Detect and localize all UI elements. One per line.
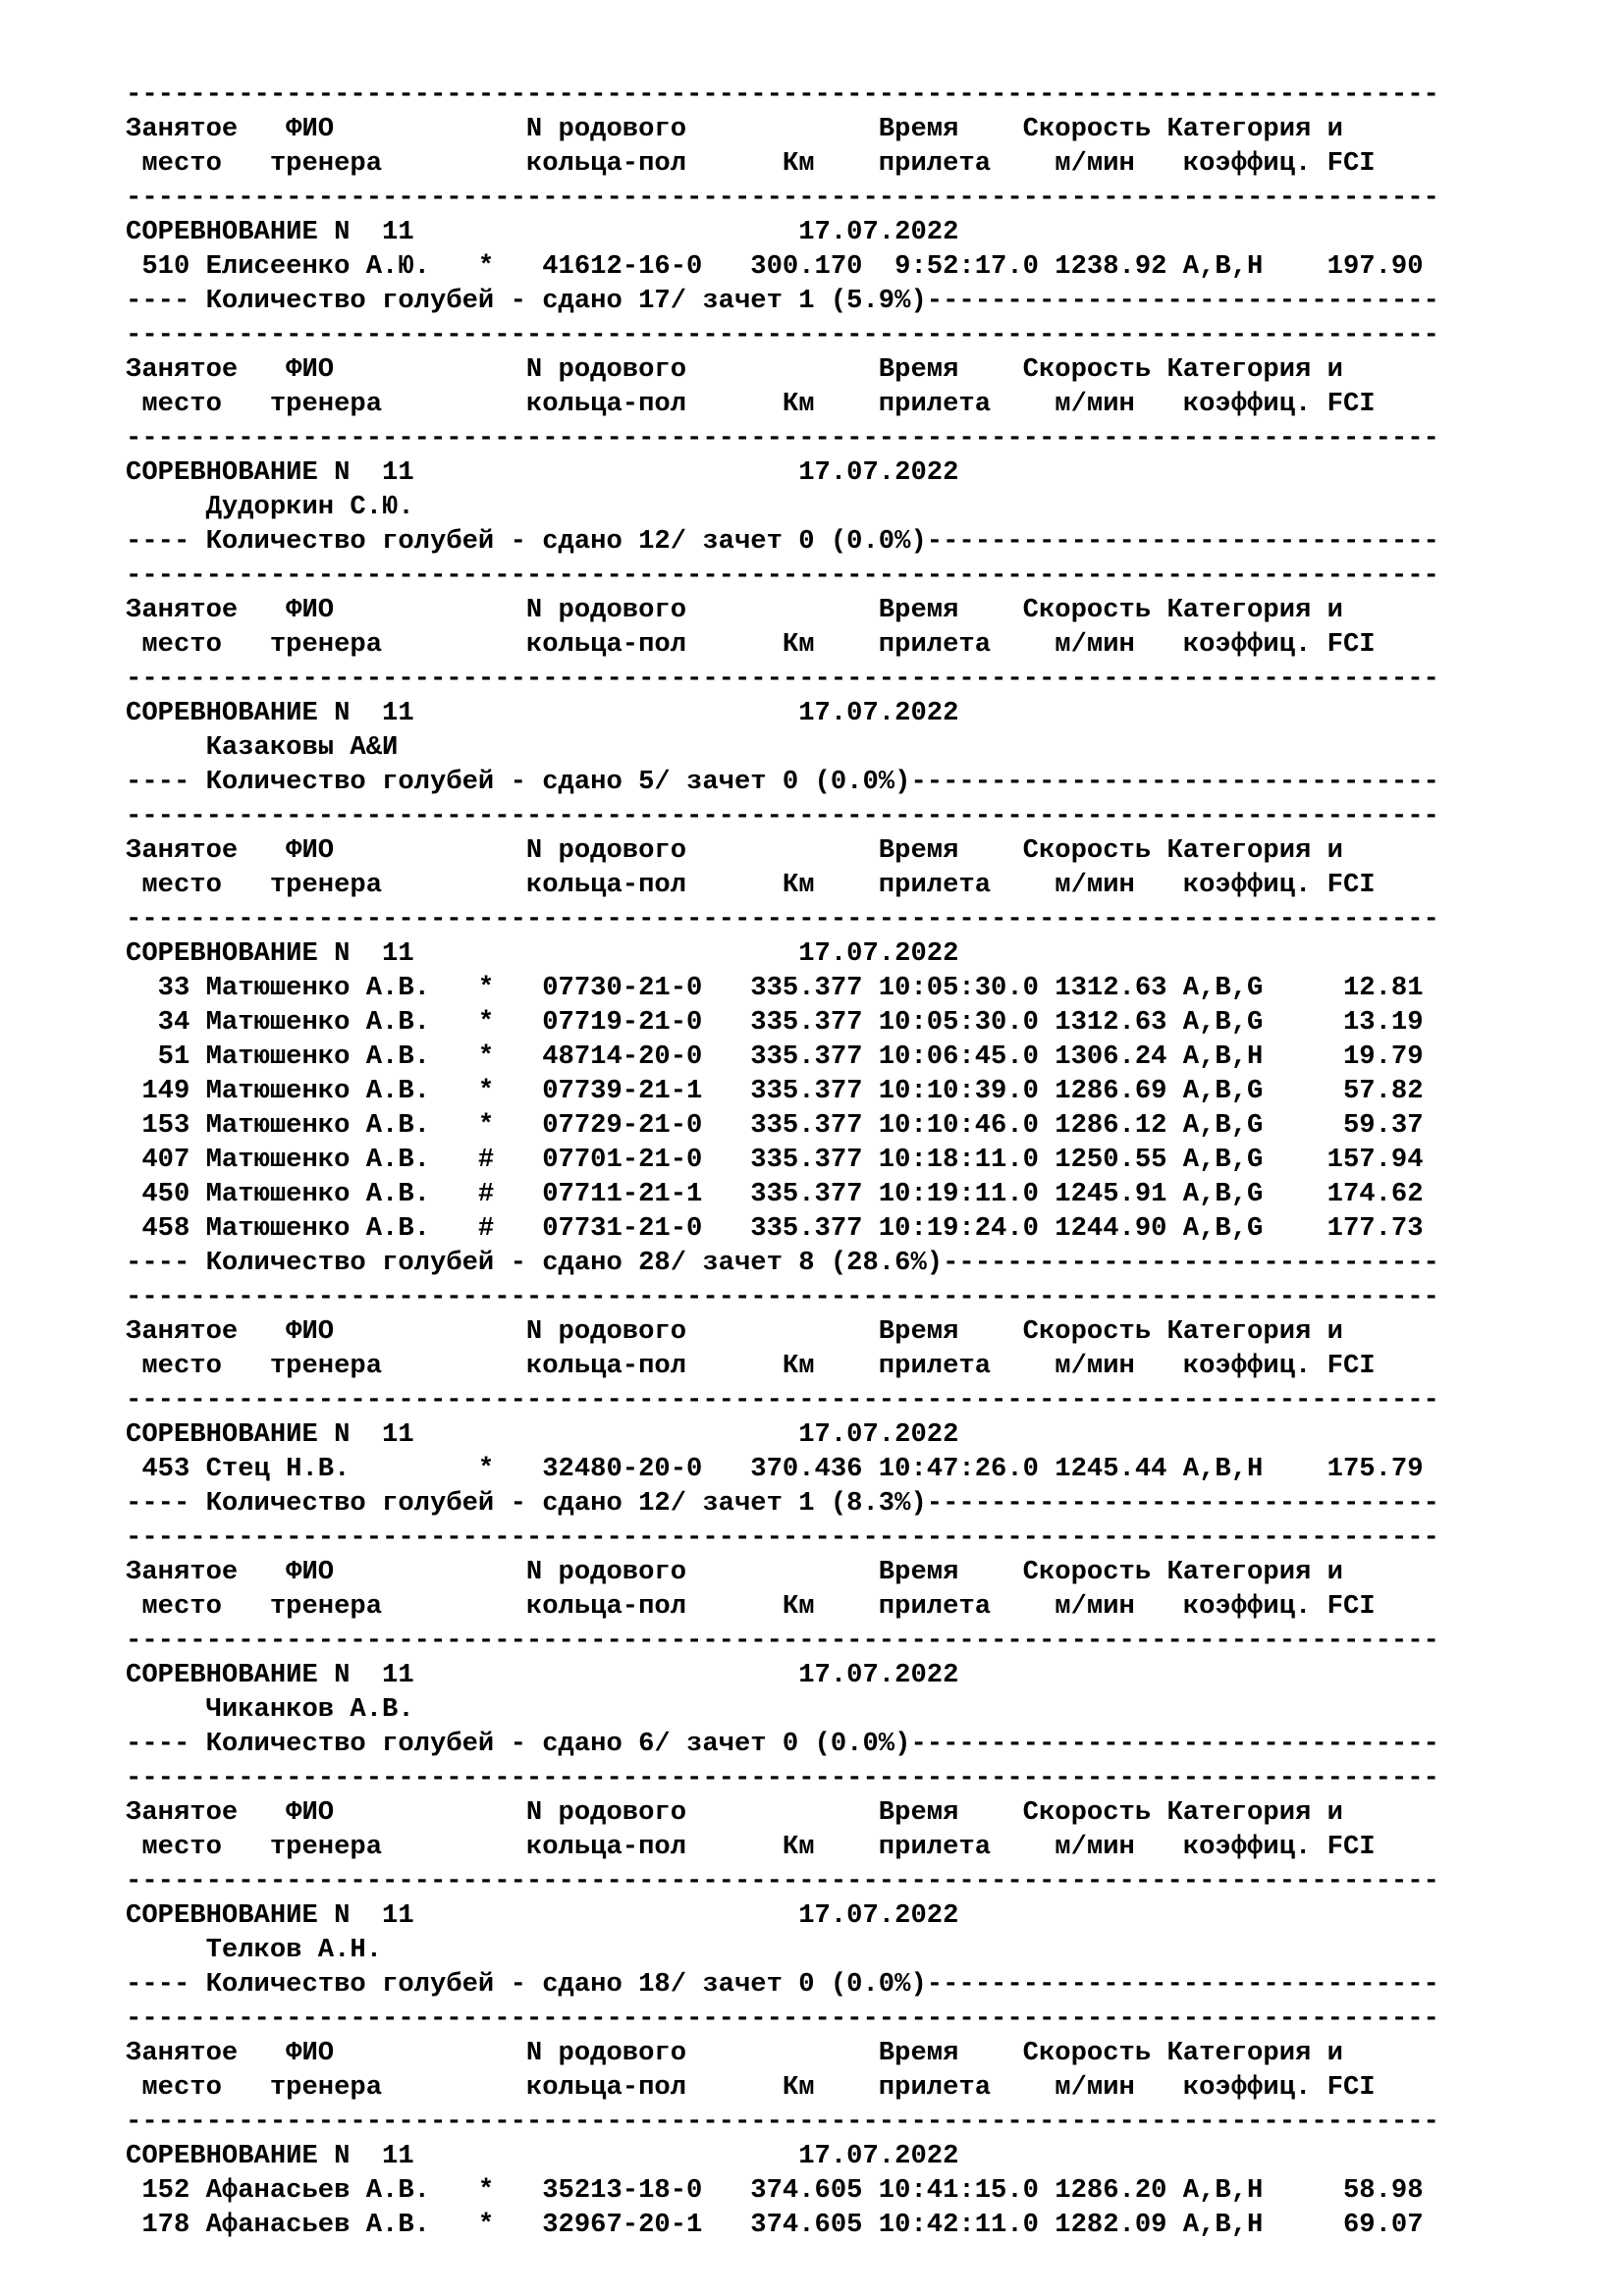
- column-header-line-1: Занятое ФИО N родового Время Скорость Категория и: [126, 1797, 1343, 1828]
- column-header-line-2: место тренера кольца-пол Км прилета м/мин коэффиц. FCI: [126, 389, 1376, 419]
- owner-name-line: Телков А.Н.: [126, 1935, 383, 1965]
- column-header-line-1: Занятое ФИО N родового Время Скорость Категория и: [126, 835, 1343, 866]
- summary-line: ---- Количество голубей - сдано 6/ зачет 0 (0.0%)---------------------------------: [126, 1729, 1439, 1759]
- column-header-line-1: Занятое ФИО N родового Время Скорость Категория и: [126, 354, 1343, 385]
- summary-line: ---- Количество голубей - сдано 18/ зачет 0 (0.0%)--------------------------------: [126, 1969, 1439, 2000]
- separator-line: ----------------------------------------------------------------------------------: [126, 1866, 1439, 1896]
- competition-line: СОРЕВНОВАНИЕ N 11 17.07.2022: [126, 938, 959, 969]
- owner-name-line: Чиканков А.В.: [126, 1694, 414, 1725]
- summary-line: ---- Количество голубей - сдано 28/ зачет 8 (28.6%)-------------------------------: [126, 1248, 1439, 1278]
- owner-name-line: Казаковы A&И: [126, 732, 399, 763]
- separator-line: ----------------------------------------------------------------------------------: [126, 1282, 1439, 1312]
- result-row: 450 Матюшенко А.В. # 07711-21-1 335.377 10:19:11.0 1245.91 A,B,G 174.62: [126, 1179, 1424, 1209]
- column-header-line-2: место тренера кольца-пол Км прилета м/мин коэффиц. FCI: [126, 629, 1376, 660]
- column-header-line-1: Занятое ФИО N родового Время Скорость Категория и: [126, 114, 1343, 144]
- summary-line: ---- Количество голубей - сдано 17/ зачет 1 (5.9%)--------------------------------: [126, 286, 1439, 316]
- competition-line: СОРЕВНОВАНИЕ N 11 17.07.2022: [126, 1660, 959, 1690]
- separator-line: ----------------------------------------------------------------------------------: [126, 2003, 1439, 2034]
- result-row: 149 Матюшенко А.В. * 07739-21-1 335.377 10:10:39.0 1286.69 A,B,G 57.82: [126, 1076, 1424, 1106]
- separator-line: ----------------------------------------------------------------------------------: [126, 904, 1439, 934]
- separator-line: ----------------------------------------------------------------------------------: [126, 2107, 1439, 2137]
- column-header-line-2: место тренера кольца-пол Км прилета м/мин коэффиц. FCI: [126, 1832, 1376, 1862]
- result-row: 33 Матюшенко А.В. * 07730-21-0 335.377 10:05:30.0 1312.63 A,B,G 12.81: [126, 973, 1424, 1003]
- separator-line: ----------------------------------------------------------------------------------: [126, 801, 1439, 831]
- summary-line: ---- Количество голубей - сдано 5/ зачет 0 (0.0%)---------------------------------: [126, 767, 1439, 797]
- column-header-line-1: Занятое ФИО N родового Время Скорость Категория и: [126, 1557, 1343, 1587]
- separator-line: ----------------------------------------------------------------------------------: [126, 183, 1439, 213]
- separator-line: ----------------------------------------------------------------------------------: [126, 423, 1439, 454]
- summary-line: ---- Количество голубей - сдано 12/ зачет 1 (8.3%)--------------------------------: [126, 1488, 1439, 1519]
- separator-line: ----------------------------------------------------------------------------------: [126, 1626, 1439, 1656]
- column-header-line-1: Занятое ФИО N родового Время Скорость Категория и: [126, 1316, 1343, 1347]
- competition-line: СОРЕВНОВАНИЕ N 11 17.07.2022: [126, 2141, 959, 2171]
- column-header-line-1: Занятое ФИО N родового Время Скорость Категория и: [126, 595, 1343, 625]
- separator-line: ----------------------------------------------------------------------------------: [126, 664, 1439, 694]
- results-report-page: [126, 78, 1598, 2242]
- separator-line: ----------------------------------------------------------------------------------: [126, 320, 1439, 350]
- column-header-line-2: место тренера кольца-пол Км прилета м/мин коэффиц. FCI: [126, 1591, 1376, 1622]
- result-row: 407 Матюшенко А.В. # 07701-21-0 335.377 10:18:11.0 1250.55 A,B,G 157.94: [126, 1145, 1424, 1175]
- competition-line: СОРЕВНОВАНИЕ N 11 17.07.2022: [126, 1419, 959, 1450]
- competition-line: СОРЕВНОВАНИЕ N 11 17.07.2022: [126, 457, 959, 488]
- column-header-line-1: Занятое ФИО N родового Время Скорость Категория и: [126, 2038, 1343, 2068]
- column-header-line-2: место тренера кольца-пол Км прилета м/мин коэффиц. FCI: [126, 870, 1376, 900]
- result-row: 453 Стец Н.В. * 32480-20-0 370.436 10:47:26.0 1245.44 A,B,H 175.79: [126, 1454, 1424, 1484]
- separator-line: ----------------------------------------------------------------------------------: [126, 1522, 1439, 1553]
- result-row: 34 Матюшенко А.В. * 07719-21-0 335.377 10:05:30.0 1312.63 A,B,G 13.19: [126, 1007, 1424, 1038]
- competition-line: СОРЕВНОВАНИЕ N 11 17.07.2022: [126, 1900, 959, 1931]
- result-row: 458 Матюшенко А.В. # 07731-21-0 335.377 10:19:24.0 1244.90 A,B,G 177.73: [126, 1213, 1424, 1244]
- separator-line: ----------------------------------------------------------------------------------: [126, 80, 1439, 110]
- result-row: 51 Матюшенко А.В. * 48714-20-0 335.377 10:06:45.0 1306.24 A,B,H 19.79: [126, 1041, 1424, 1072]
- result-row: 510 Елисеенко А.Ю. * 41612-16-0 300.170 9:52:17.0 1238.92 A,B,H 197.90: [126, 251, 1424, 282]
- competition-line: СОРЕВНОВАНИЕ N 11 17.07.2022: [126, 217, 959, 247]
- separator-line: ----------------------------------------------------------------------------------: [126, 1385, 1439, 1415]
- column-header-line-2: место тренера кольца-пол Км прилета м/мин коэффиц. FCI: [126, 1351, 1376, 1381]
- separator-line: ----------------------------------------------------------------------------------: [126, 561, 1439, 591]
- result-row: 152 Афанасьев А.В. * 35213-18-0 374.605 10:41:15.0 1286.20 A,B,H 58.98: [126, 2175, 1424, 2206]
- separator-line: ----------------------------------------------------------------------------------: [126, 1763, 1439, 1793]
- column-header-line-2: место тренера кольца-пол Км прилета м/мин коэффиц. FCI: [126, 148, 1376, 179]
- owner-name-line: Дудоркин С.Ю.: [126, 492, 414, 522]
- result-row: 153 Матюшенко А.В. * 07729-21-0 335.377 10:10:46.0 1286.12 A,B,G 59.37: [126, 1110, 1424, 1141]
- competition-line: СОРЕВНОВАНИЕ N 11 17.07.2022: [126, 698, 959, 728]
- result-row: 178 Афанасьев А.В. * 32967-20-1 374.605 10:42:11.0 1282.09 A,B,H 69.07: [126, 2210, 1424, 2240]
- column-header-line-2: место тренера кольца-пол Км прилета м/мин коэффиц. FCI: [126, 2072, 1376, 2103]
- summary-line: ---- Количество голубей - сдано 12/ зачет 0 (0.0%)--------------------------------: [126, 526, 1439, 557]
